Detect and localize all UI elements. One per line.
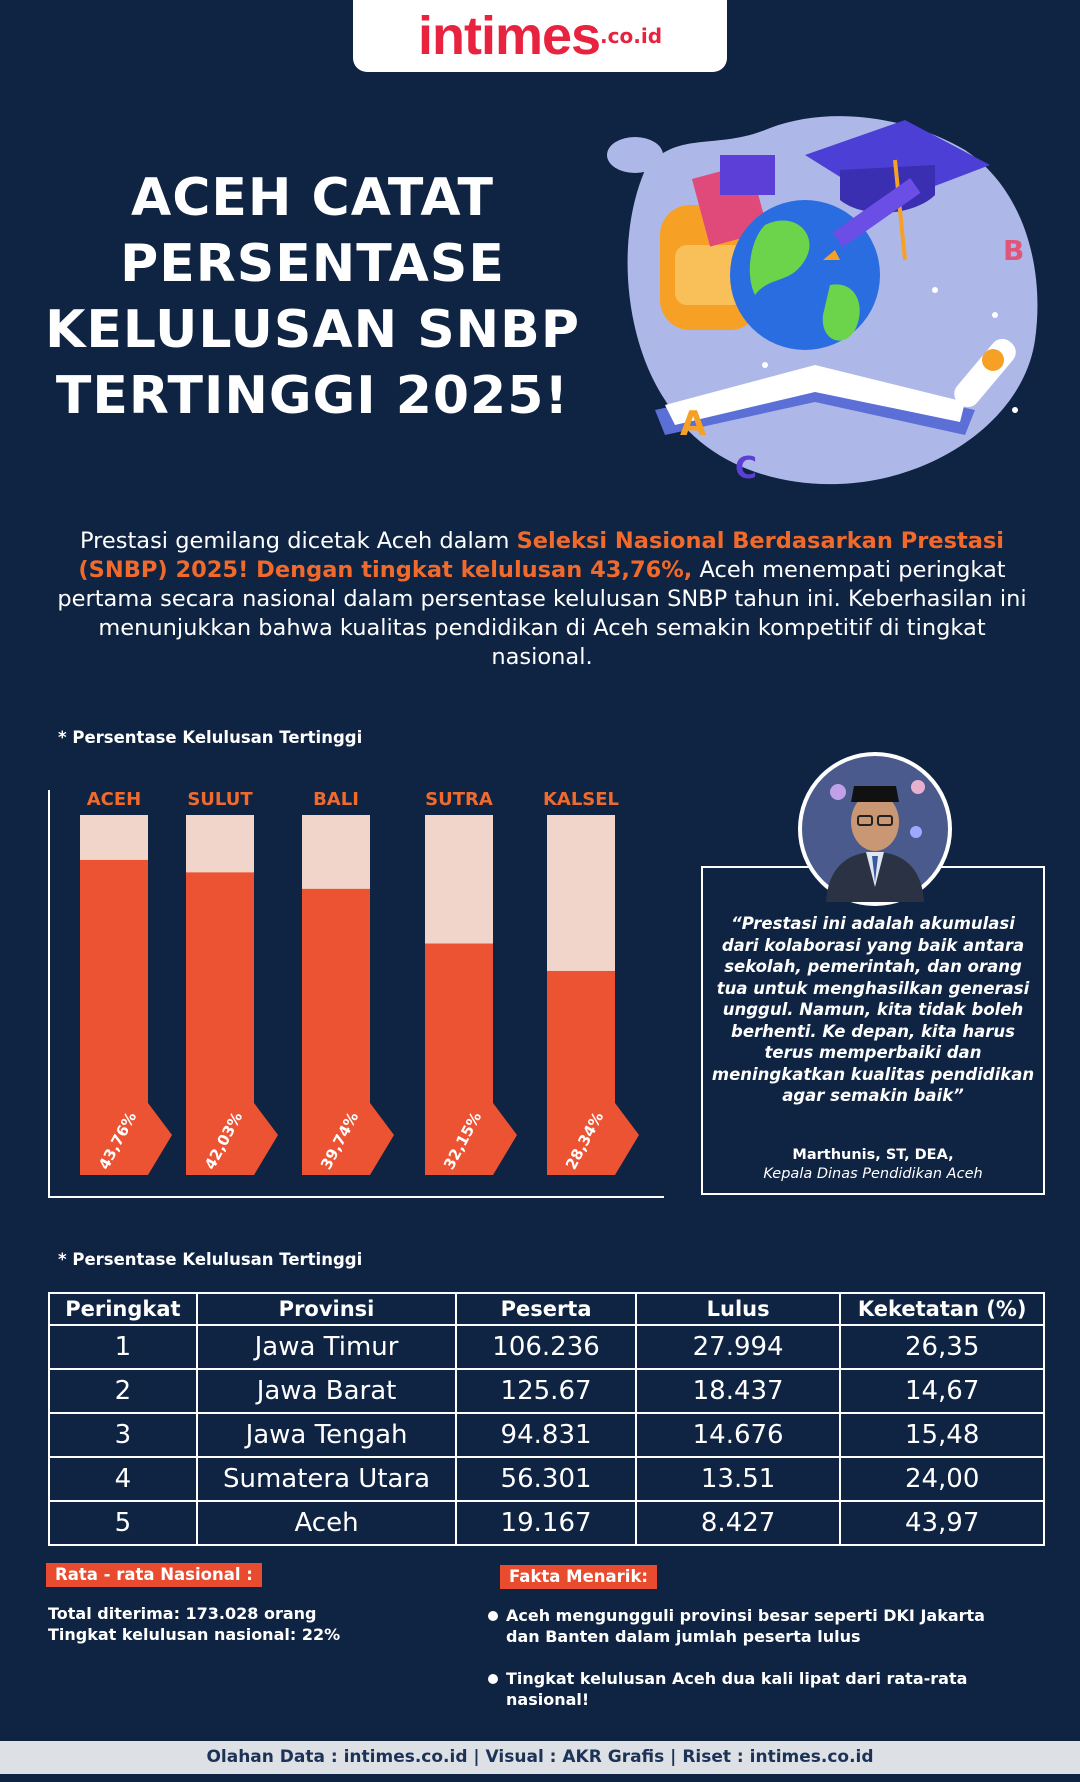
avatar — [798, 752, 952, 906]
column-header: Peringkat — [49, 1293, 197, 1325]
table-cell: Jawa Tengah — [197, 1413, 456, 1457]
footer-credits: Olahan Data : intimes.co.id | Visual : AKR Grafis | Riset : intimes.co.id — [0, 1741, 1080, 1774]
table-cell: 3 — [49, 1413, 197, 1457]
svg-text:B: B — [1003, 234, 1025, 267]
ranking-table — [48, 1292, 1045, 1546]
chart-section-label: * Persentase Kelulusan Tertinggi — [58, 728, 363, 747]
bar-value-label: 43,76% — [94, 1108, 141, 1173]
table-row — [49, 1457, 1044, 1501]
table-cell: 24,00 — [840, 1457, 1044, 1501]
quote-text: “Prestasi ini adalah akumulasi dari kolaborasi yang baik antara sekolah, pemerintah, dan orang tua untuk menghasilkan generasi unggul. Namun, kita tidak boleh berhenti. Ke depan, kita harus terus memperbaiki dan meningkatkan kualitas pendidikan agar semakin baik” — [711, 914, 1035, 1105]
table-cell: 13.51 — [636, 1457, 840, 1501]
table-cell: 26,35 — [840, 1325, 1044, 1369]
quote-author-name: Marthunis, ST, DEA, — [792, 1147, 954, 1163]
fact-item: Tingkat kelulusan Aceh dua kali lipat dari rata-rata nasional! — [488, 1668, 1008, 1710]
table-cell: 27.994 — [636, 1325, 840, 1369]
intro-highlight: Seleksi Nasional Berdasarkan Prestasi (SNBP) 2025! Dengan tingkat kelulusan 43,76%, — [78, 528, 1005, 583]
table-cell: Aceh — [197, 1501, 456, 1545]
table-cell: 1 — [49, 1325, 197, 1369]
national-total: Total diterima: 173.028 orang — [48, 1604, 317, 1623]
title-line: ACEH CATAT — [130, 168, 495, 228]
column-header: Provinsi — [197, 1293, 456, 1325]
svg-text:A: A — [680, 404, 707, 444]
intro-paragraph — [52, 527, 1032, 672]
facts-tag: Fakta Menarik: — [500, 1565, 657, 1589]
table-cell: 19.167 — [456, 1501, 636, 1545]
table-header-row — [49, 1293, 1044, 1325]
svg-text:C: C — [735, 451, 758, 486]
logo-wordmark: intimes — [417, 6, 601, 66]
bar-value-label: 42,03% — [200, 1108, 247, 1173]
table-cell: 56.301 — [456, 1457, 636, 1501]
title-line: KELULUSAN SNBP — [45, 300, 580, 360]
education-illustration — [605, 110, 1045, 495]
bar-value-label: 39,74% — [316, 1108, 363, 1173]
table-row — [49, 1369, 1044, 1413]
national-rate: Tingkat kelulusan nasional: 22% — [48, 1625, 341, 1644]
table-cell: Sumatera Utara — [197, 1457, 456, 1501]
national-average-tag: Rata - rata Nasional : — [46, 1563, 262, 1587]
category-label: KALSEL — [542, 790, 620, 810]
category-label: BALI — [313, 790, 359, 810]
table-cell: Jawa Barat — [197, 1369, 456, 1413]
category-label: ACEH — [86, 790, 142, 810]
column-header: Lulus — [636, 1293, 840, 1325]
table-cell: 8.427 — [636, 1501, 840, 1545]
pass-rate-bar-chart — [48, 790, 664, 1200]
title-line: PERSENTASE — [120, 234, 505, 294]
table-section-label: * Persentase Kelulusan Tertinggi — [58, 1250, 363, 1269]
bar-value-label: 28,34% — [561, 1108, 608, 1173]
quote-author-role: Kepala Dinas Pendidikan Aceh — [763, 1166, 983, 1182]
column-header: Peserta — [456, 1293, 636, 1325]
fact-item: Aceh mengungguli provinsi besar seperti DKI Jakarta dan Banten dalam jumlah peserta lulus — [488, 1605, 1008, 1647]
brand-logo — [353, 0, 727, 72]
category-label: SUTRA — [425, 790, 493, 810]
table-cell: 2 — [49, 1369, 197, 1413]
page-title — [20, 165, 605, 429]
bar-value-label: 32,15% — [439, 1108, 486, 1173]
table-cell: 14,67 — [840, 1369, 1044, 1413]
table-cell: 106.236 — [456, 1325, 636, 1369]
table-row — [49, 1501, 1044, 1545]
table-cell: 43,97 — [840, 1501, 1044, 1545]
table-cell: 5 — [49, 1501, 197, 1545]
category-label: SULUT — [187, 790, 253, 810]
table-cell: 125.67 — [456, 1369, 636, 1413]
title-line: TERTINGGI 2025! — [55, 366, 570, 426]
table-cell: 94.831 — [456, 1413, 636, 1457]
table-row — [49, 1413, 1044, 1457]
intro-text: Aceh menempati peringkat pertama secara nasional dalam persentase kelulusan SNBP tahun ini. Keberhasilan ini menunjukkan bahwa kualitas pendidikan di Aceh semakin kompetitif di tingkat nasional. — [57, 557, 1027, 670]
table-cell: Jawa Timur — [197, 1325, 456, 1369]
column-header: Keketatan (%) — [840, 1293, 1044, 1325]
table-row — [49, 1325, 1044, 1369]
table-cell: 4 — [49, 1457, 197, 1501]
table-cell: 14.676 — [636, 1413, 840, 1457]
intro-text: Prestasi gemilang dicetak Aceh dalam — [79, 528, 517, 554]
table-cell: 15,48 — [840, 1413, 1044, 1457]
logo-suffix: .co.id — [600, 24, 663, 48]
table-cell: 18.437 — [636, 1369, 840, 1413]
